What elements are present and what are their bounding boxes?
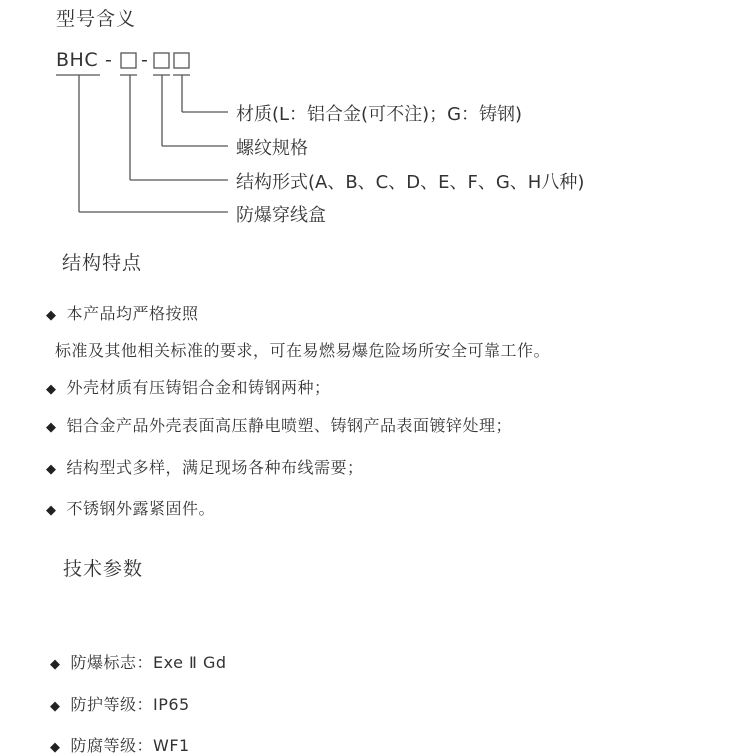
spec-item <box>50 692 190 715</box>
spec-item <box>50 733 190 756</box>
diamond-bullet-icon: ◆ <box>46 462 57 477</box>
model-meaning-heading: 型号含义 <box>56 8 137 30</box>
feature-text: 结构型式多样，满足现场各种布线需要； <box>66 458 364 477</box>
legend-product-name: 防爆穿线盒 <box>236 205 326 226</box>
diamond-bullet-icon: ◆ <box>46 308 57 323</box>
legend-thread-spec: 螺纹规格 <box>236 138 308 159</box>
diamond-bullet-icon: ◆ <box>46 420 57 435</box>
feature-text: 外壳材质有压铸铝合金和铸钢两种； <box>66 378 331 397</box>
spec-anticorrosion-level: 防腐等级：WF1 <box>70 736 190 755</box>
features-heading: 结构特点 <box>62 252 143 274</box>
feature-item <box>46 375 331 398</box>
diamond-bullet-icon: ◆ <box>50 699 61 714</box>
code-box-3 <box>174 53 189 68</box>
spec-explosion-mark: 防爆标志：Exe Ⅱ Gd <box>70 653 227 672</box>
legend-structure-form: 结构形式(A、B、C、D、E、F、G、H八种) <box>236 172 585 193</box>
legend-material: 材质(L：铝合金(可不注)；G：铸钢) <box>236 104 523 125</box>
feature-continuation-text: 标准及其他相关标准的要求，可在易燃易爆危险场所安全可靠工作。 <box>55 341 551 360</box>
feature-item <box>46 413 512 436</box>
code-box-2 <box>154 53 169 68</box>
feature-item <box>46 301 199 324</box>
diamond-bullet-icon: ◆ <box>50 740 61 755</box>
specs-heading: 技术参数 <box>63 558 144 580</box>
model-code-prefix: BHC <box>56 49 99 71</box>
code-box-1 <box>121 53 136 68</box>
feature-text: 铝合金产品外壳表面高压静电喷塑、铸钢产品表面镀锌处理； <box>66 416 513 435</box>
diamond-bullet-icon: ◆ <box>46 382 57 397</box>
model-code-separator-2: - <box>141 49 149 71</box>
feature-item <box>46 455 364 478</box>
feature-text: 本产品均严格按照 <box>66 304 199 323</box>
spec-item <box>50 650 227 673</box>
diamond-bullet-icon: ◆ <box>46 503 57 518</box>
model-code-separator-1: - <box>105 49 113 71</box>
feature-item <box>46 496 215 519</box>
feature-text: 不锈钢外露紧固件。 <box>66 499 216 518</box>
spec-protection-level: 防护等级：IP65 <box>70 695 190 714</box>
diamond-bullet-icon: ◆ <box>50 657 61 672</box>
